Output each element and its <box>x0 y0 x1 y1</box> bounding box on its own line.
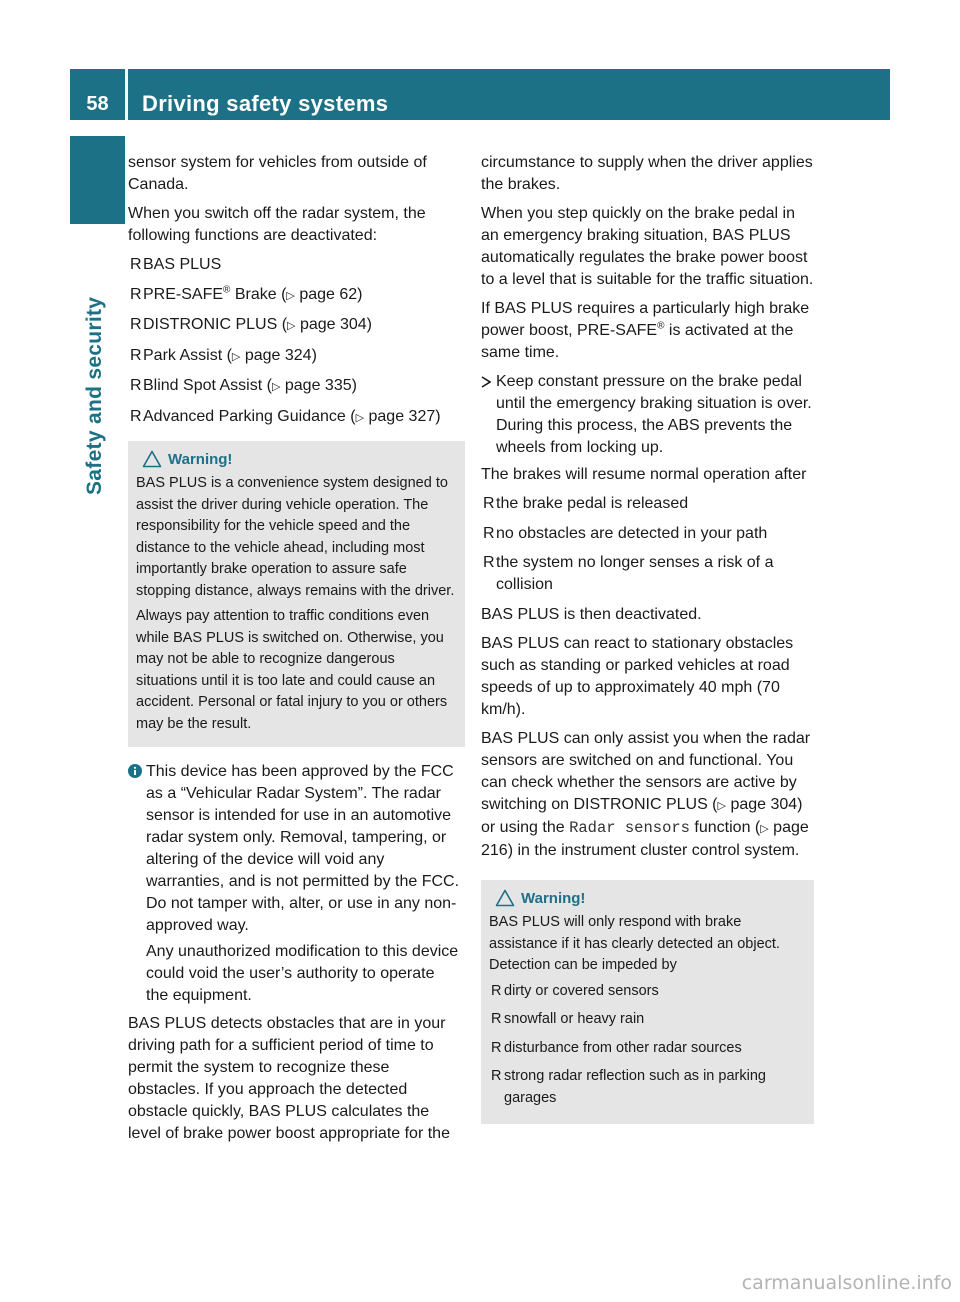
paragraph: When you switch off the radar system, the following functions are deactivated: <box>128 205 426 244</box>
list-item: R Park Assist (▷ page 324) <box>128 345 461 368</box>
section-tab <box>70 136 125 224</box>
warning-triangle-icon <box>495 889 515 907</box>
section-label: Safety and security <box>83 296 106 495</box>
bullet-icon: R <box>483 495 495 512</box>
step-arrow-icon <box>481 376 491 388</box>
page-reference-link[interactable]: page 304 <box>730 795 798 813</box>
warning-header <box>142 449 457 471</box>
list-item: R BAS PLUS <box>128 254 461 276</box>
left-column <box>128 152 461 1152</box>
page-reference-link[interactable]: page 216 <box>481 818 809 859</box>
step-text: Keep constant pressure on the brake pedal until the emergency braking situation is over. <box>496 373 812 412</box>
list-item: R snowfall or heavy rain <box>489 1009 806 1031</box>
bullet-icon: R <box>130 256 142 273</box>
list-item: R Blind Spot Assist (▷ page 335) <box>128 375 461 398</box>
right-column <box>481 152 814 1138</box>
warning-title: Warning! <box>168 450 233 468</box>
step-text: During this process, the ABS prevents the wheels from locking up. <box>496 417 793 456</box>
info-text: Any unauthorized modification to this device could void the user’s authority to operate the equipment. <box>146 943 459 1004</box>
warning-header <box>495 888 806 910</box>
bullet-icon: R <box>483 554 495 571</box>
page-ref-arrow-icon: ▷ <box>355 411 365 424</box>
warning-triangle-icon <box>142 450 162 468</box>
warning-title: Warning! <box>521 889 586 907</box>
paragraph: circumstance to supply when the driver applies the brakes. <box>481 154 813 193</box>
paragraph: BAS PLUS detects obstacles that are in your driving path for a sufficient period of time to permit the system to recognize these obstacles. If you approach the detected obstacle quickly, BAS PLUS calculates the level of brake power boost appropriate for the <box>128 1015 450 1142</box>
bullet-icon: R <box>130 407 142 425</box>
paragraph: BAS PLUS is then deactivated. <box>481 605 702 623</box>
header-bar <box>70 69 890 120</box>
page-ref-arrow-icon: ▷ <box>231 350 241 363</box>
bullet-icon: R <box>130 377 142 394</box>
warning-list <box>489 981 806 1110</box>
bullet-icon: R <box>483 524 495 542</box>
list-item: R the brake pedal is released <box>481 493 814 515</box>
paragraph: sensor system for vehicles from outside of Canada. <box>128 154 427 193</box>
list-item: R the system no longer senses a risk of a collision <box>483 554 774 593</box>
paragraph: BAS PLUS can only assist you when the radar sensors are switched on and functional. You can check whether the sensors are active by switching on DISTRONIC PLUS (▷ page 304) or using the Radar sensors function (▷ page 216) in the instrument cluster control system. <box>481 729 811 859</box>
bullet-icon: R <box>130 346 142 364</box>
bullet-icon: R <box>130 285 142 303</box>
page-ref-arrow-icon: ▷ <box>287 320 296 332</box>
resume-list <box>481 493 814 596</box>
warning-text: BAS PLUS is a convenience system designed to assist the driver during vehicle operation. The responsibility for the vehicle speed and the distance to the vehicle ahead, including most importantly brake operation to assure safe stopping distance, always remains with the driver. <box>136 475 455 599</box>
instruction-step <box>481 371 814 459</box>
page-reference-link[interactable]: page 324 <box>244 346 312 364</box>
watermark: carmanualsonline.info <box>741 1272 952 1294</box>
paragraph: The brakes will resume normal operation after <box>481 466 807 483</box>
page-ref-arrow-icon: ▷ <box>717 799 726 812</box>
page-reference-link[interactable]: page 327 <box>368 407 436 425</box>
info-note <box>128 761 461 1007</box>
info-text: This device has been approved by the FCC as a “Vehicular Radar System”. The radar sensor is intended for use in an automotive radar system only. Removal, tampering, or altering of the device will void any warranties, and is not permitted by the FCC. Do not tamper with, alter, or use in any non-approved way. <box>146 763 460 934</box>
info-icon <box>128 764 142 778</box>
list-item: R dirty or covered sensors <box>489 981 806 1003</box>
bullet-icon: R <box>491 1011 502 1027</box>
paragraph: BAS PLUS can react to stationary obstacles such as standing or parked vehicles at road speeds of up to approximately 40 mph (70 km/h). <box>481 634 794 718</box>
bullet-icon: R <box>491 1068 502 1084</box>
paragraph: When you step quickly on the brake pedal in an emergency braking situation, BAS PLUS automatically regulates the brake power boost to a level that is suitable for the traffic situation. <box>481 205 814 288</box>
list-item: R PRE-SAFE® Brake (▷ page 62) <box>128 284 461 307</box>
list-item: R disturbance from other radar sources <box>489 1038 806 1060</box>
page-title: Driving safety systems <box>142 91 389 116</box>
bullet-icon: R <box>130 316 142 333</box>
list-item: R DISTRONIC PLUS (▷ page 304) <box>128 314 461 337</box>
list-item: R Advanced Parking Guidance (▷ page 327) <box>128 406 461 429</box>
page-reference-link[interactable]: page 304 <box>299 316 367 333</box>
warning-box <box>481 880 814 1125</box>
display-message: Radar sensors <box>569 818 690 837</box>
page-number: 58 <box>86 93 109 115</box>
paragraph: If BAS PLUS requires a particularly high brake power boost, PRE-SAFE® is activated at the same time. <box>481 300 810 361</box>
warning-box <box>128 441 465 748</box>
list-item: R strong radar reflection such as in parking garages <box>491 1068 766 1106</box>
page-ref-arrow-icon: ▷ <box>760 822 769 835</box>
bullet-icon: R <box>491 1039 502 1056</box>
list-item: R no obstacles are detected in your path <box>481 523 814 545</box>
page-ref-arrow-icon: ▷ <box>271 381 281 393</box>
page-ref-arrow-icon: ▷ <box>286 289 295 302</box>
warning-text: BAS PLUS will only respond with brake assistance if it has clearly detected an object. Detection can be impeded by <box>489 914 780 973</box>
page-reference-link[interactable]: page 335 <box>284 377 352 394</box>
page-reference-link[interactable]: page 62 <box>299 285 358 303</box>
deactivated-list <box>128 254 461 429</box>
header-divider <box>125 69 128 120</box>
bullet-icon: R <box>491 982 502 999</box>
warning-text: Always pay attention to traffic conditions even while BAS PLUS is switched on. Otherwise, you may not be able to recognize dangerous situations until it is too late and could cause an accident. Personal or fatal injury to you or others may be the result. <box>136 608 448 732</box>
